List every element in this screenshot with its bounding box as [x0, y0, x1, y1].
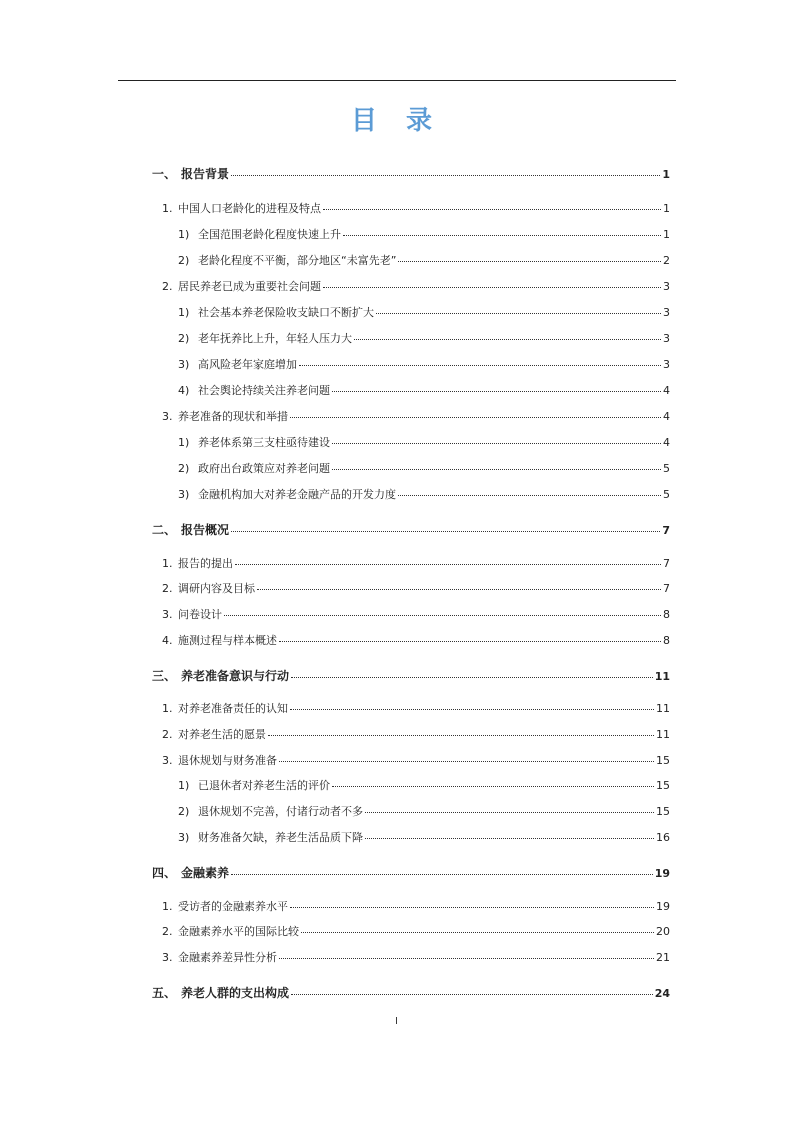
toc-entry-label: 居民养老已成为重要社会问题	[178, 280, 321, 293]
toc-entry-label: 金融素养水平的国际比较	[178, 925, 299, 938]
toc-dot-leader	[398, 261, 661, 262]
toc-entry-page: 3	[663, 332, 670, 345]
toc-subsection-entry[interactable]	[178, 226, 670, 244]
toc-entry-page: 21	[656, 951, 670, 964]
toc-section-entry[interactable]	[162, 632, 670, 650]
toc-section-entry[interactable]	[162, 923, 670, 941]
toc-entry-page: 24	[654, 987, 670, 1000]
toc-entry-number: 三、	[152, 669, 177, 683]
toc-entry-page: 5	[663, 488, 670, 501]
toc-dot-leader	[279, 641, 661, 642]
toc-entry-label: 社会舆论持续关注养老问题	[198, 384, 330, 397]
toc-entry-label: 施测过程与样本概述	[178, 634, 277, 647]
toc-entry-number: 五、	[152, 986, 177, 1000]
toc-entry-page: 4	[663, 436, 670, 449]
toc-entry-page: 15	[656, 754, 670, 767]
toc-entry-page: 19	[656, 900, 670, 913]
toc-entry-label: 受访者的金融素养水平	[178, 900, 288, 913]
toc-entry-label: 金融素养	[181, 866, 230, 880]
toc-entry-page: 3	[663, 306, 670, 319]
toc-entry-label: 政府出台政策应对养老问题	[198, 462, 330, 475]
toc-entry-page: 15	[656, 779, 670, 792]
toc-entry-label: 问卷设计	[178, 608, 222, 621]
toc-entry-label: 金融机构加大对养老金融产品的开发力度	[198, 488, 396, 501]
toc-subsection-entry[interactable]	[178, 434, 670, 452]
toc-entry-number: 1)	[178, 779, 190, 792]
toc-entry-page: 16	[656, 831, 670, 844]
toc-dot-leader	[290, 709, 654, 710]
toc-dot-leader	[332, 469, 661, 470]
toc-entry-number: 1.	[162, 557, 173, 570]
toc-dot-leader	[291, 994, 653, 995]
toc-dot-leader	[279, 761, 654, 762]
toc-entry-page: 3	[663, 280, 670, 293]
toc-entry-number: 1.	[162, 202, 173, 215]
toc-entry-number: 2.	[162, 582, 173, 595]
toc-entry-number: 4.	[162, 634, 173, 647]
toc-entry-page: 8	[663, 634, 670, 647]
toc-dot-leader	[235, 564, 661, 565]
toc-subsection-entry[interactable]	[178, 803, 670, 821]
toc-entry-number: 2)	[178, 254, 190, 267]
toc-section-entry[interactable]	[162, 752, 670, 770]
toc-subsection-entry[interactable]	[178, 252, 670, 270]
toc-chapter-entry[interactable]	[152, 864, 670, 882]
toc-entry-label: 全国范围老龄化程度快速上升	[198, 228, 341, 241]
toc-entry-page: 19	[654, 867, 670, 880]
toc-entry-label: 老年抚养比上升，年轻人压力大	[198, 332, 352, 345]
toc-entry-number: 2.	[162, 925, 173, 938]
toc-dot-leader	[332, 443, 661, 444]
toc-subsection-entry[interactable]	[178, 486, 670, 504]
toc-entry-number: 3.	[162, 951, 173, 964]
toc-entry-page: 5	[663, 462, 670, 475]
toc-entry-page: 8	[663, 608, 670, 621]
toc-entry-label: 金融素养差异性分析	[178, 951, 277, 964]
toc-entry-label: 养老人群的支出构成	[181, 986, 290, 1000]
toc-dot-leader	[365, 838, 654, 839]
toc-entry-label: 老龄化程度不平衡，部分地区“未富先老”	[198, 254, 397, 267]
toc-entry-page: 11	[654, 670, 670, 683]
toc-entry-number: 1.	[162, 900, 173, 913]
toc-entry-label: 对养老生活的愿景	[178, 728, 266, 741]
toc-dot-leader	[224, 615, 661, 616]
toc-entry-number: 四、	[152, 866, 177, 880]
toc-subsection-entry[interactable]	[178, 304, 670, 322]
page-title: 目 录	[350, 106, 443, 136]
toc-entry-label: 已退休者对养老生活的评价	[198, 779, 330, 792]
toc-dot-leader	[231, 874, 653, 875]
toc-dot-leader	[279, 958, 654, 959]
toc-dot-leader	[301, 932, 654, 933]
toc-dot-leader	[398, 495, 661, 496]
toc-entry-label: 退休规划与财务准备	[178, 754, 277, 767]
toc-dot-leader	[332, 391, 661, 392]
toc-chapter-entry[interactable]	[152, 667, 670, 685]
toc-section-entry[interactable]	[162, 949, 670, 967]
toc-subsection-entry[interactable]	[178, 777, 670, 795]
toc-dot-leader	[231, 175, 660, 176]
toc-dot-leader	[257, 589, 661, 590]
toc-entry-number: 2)	[178, 805, 190, 818]
toc-entry-number: 3)	[178, 831, 190, 844]
toc-entry-label: 报告背景	[181, 167, 230, 181]
toc-dot-leader	[376, 313, 661, 314]
toc-entry-page: 4	[663, 410, 670, 423]
toc-entry-label: 调研内容及目标	[178, 582, 255, 595]
toc-entry-label: 社会基本养老保险收支缺口不断扩大	[198, 306, 374, 319]
toc-subsection-entry[interactable]	[178, 356, 670, 374]
toc-entry-label: 对养老准备责任的认知	[178, 702, 288, 715]
toc-entry-page: 15	[656, 805, 670, 818]
toc-entry-number: 2.	[162, 728, 173, 741]
toc-entry-label: 养老体系第三支柱亟待建设	[198, 436, 330, 449]
toc-entry-number: 3)	[178, 488, 190, 501]
toc-entry-number: 1)	[178, 436, 190, 449]
toc-entry-number: 一、	[152, 167, 177, 181]
toc-entry-label: 养老准备的现状和举措	[178, 410, 288, 423]
toc-chapter-entry[interactable]	[152, 984, 670, 1002]
toc-section-entry[interactable]	[162, 200, 670, 218]
toc-entry-number: 1)	[178, 228, 190, 241]
toc-entry-page: 3	[663, 358, 670, 371]
toc-subsection-entry[interactable]	[178, 330, 670, 348]
toc-entry-page: 11	[656, 728, 670, 741]
toc-entry-number: 2)	[178, 462, 190, 475]
toc-dot-leader	[231, 531, 660, 532]
toc-subsection-entry[interactable]	[178, 829, 670, 847]
toc-chapter-entry[interactable]	[152, 521, 670, 539]
toc-section-entry[interactable]	[162, 580, 670, 598]
toc-entry-number: 3.	[162, 410, 173, 423]
toc-section-entry[interactable]	[162, 606, 670, 624]
toc-entry-page: 2	[663, 254, 670, 267]
toc-entry-number: 4)	[178, 384, 190, 397]
toc-entry-page: 20	[656, 925, 670, 938]
toc-entry-number: 2.	[162, 280, 173, 293]
toc-entry-label: 财务准备欠缺，养老生活品质下降	[198, 831, 363, 844]
toc-chapter-entry[interactable]	[152, 165, 670, 183]
toc-entry-label: 高风险老年家庭增加	[198, 358, 297, 371]
toc-entry-page: 7	[662, 524, 670, 537]
toc-section-entry[interactable]	[162, 726, 670, 744]
toc-entry-number: 二、	[152, 523, 177, 537]
toc-entry-page: 7	[663, 557, 670, 570]
toc-entry-label: 退休规划不完善，付诸行动者不多	[198, 805, 363, 818]
toc-section-entry[interactable]	[162, 700, 670, 718]
toc-section-entry[interactable]	[162, 408, 670, 426]
toc-dot-leader	[290, 417, 661, 418]
toc-entry-label: 报告概况	[181, 523, 230, 537]
toc-dot-leader	[268, 735, 654, 736]
toc-entry-page: 1	[663, 228, 670, 241]
toc-section-entry[interactable]	[162, 555, 670, 573]
toc-entry-page: 1	[662, 168, 670, 181]
toc-entry-number: 1.	[162, 702, 173, 715]
toc-dot-leader	[332, 786, 654, 787]
toc-dot-leader	[299, 365, 661, 366]
toc-entry-number: 3)	[178, 358, 190, 371]
toc-subsection-entry[interactable]	[178, 382, 670, 400]
page-number: I	[395, 1016, 398, 1027]
toc-entry-number: 1)	[178, 306, 190, 319]
toc-dot-leader	[323, 287, 661, 288]
toc-entry-label: 中国人口老龄化的进程及特点	[178, 202, 321, 215]
toc-entry-page: 1	[663, 202, 670, 215]
toc-dot-leader	[354, 339, 661, 340]
toc-dot-leader	[291, 677, 653, 678]
toc-entry-page: 11	[656, 702, 670, 715]
toc-subsection-entry[interactable]	[178, 460, 670, 478]
toc-entry-number: 3.	[162, 608, 173, 621]
toc-dot-leader	[365, 812, 654, 813]
toc-entry-page: 4	[663, 384, 670, 397]
toc-entry-page: 7	[663, 582, 670, 595]
toc-dot-leader	[323, 209, 661, 210]
toc-section-entry[interactable]	[162, 278, 670, 296]
toc-section-entry[interactable]	[162, 898, 670, 916]
toc-entry-number: 3.	[162, 754, 173, 767]
toc-entry-label: 养老准备意识与行动	[181, 669, 290, 683]
toc-dot-leader	[290, 907, 654, 908]
toc-entry-label: 报告的提出	[178, 557, 233, 570]
toc-dot-leader	[343, 235, 661, 236]
toc-entry-number: 2)	[178, 332, 190, 345]
